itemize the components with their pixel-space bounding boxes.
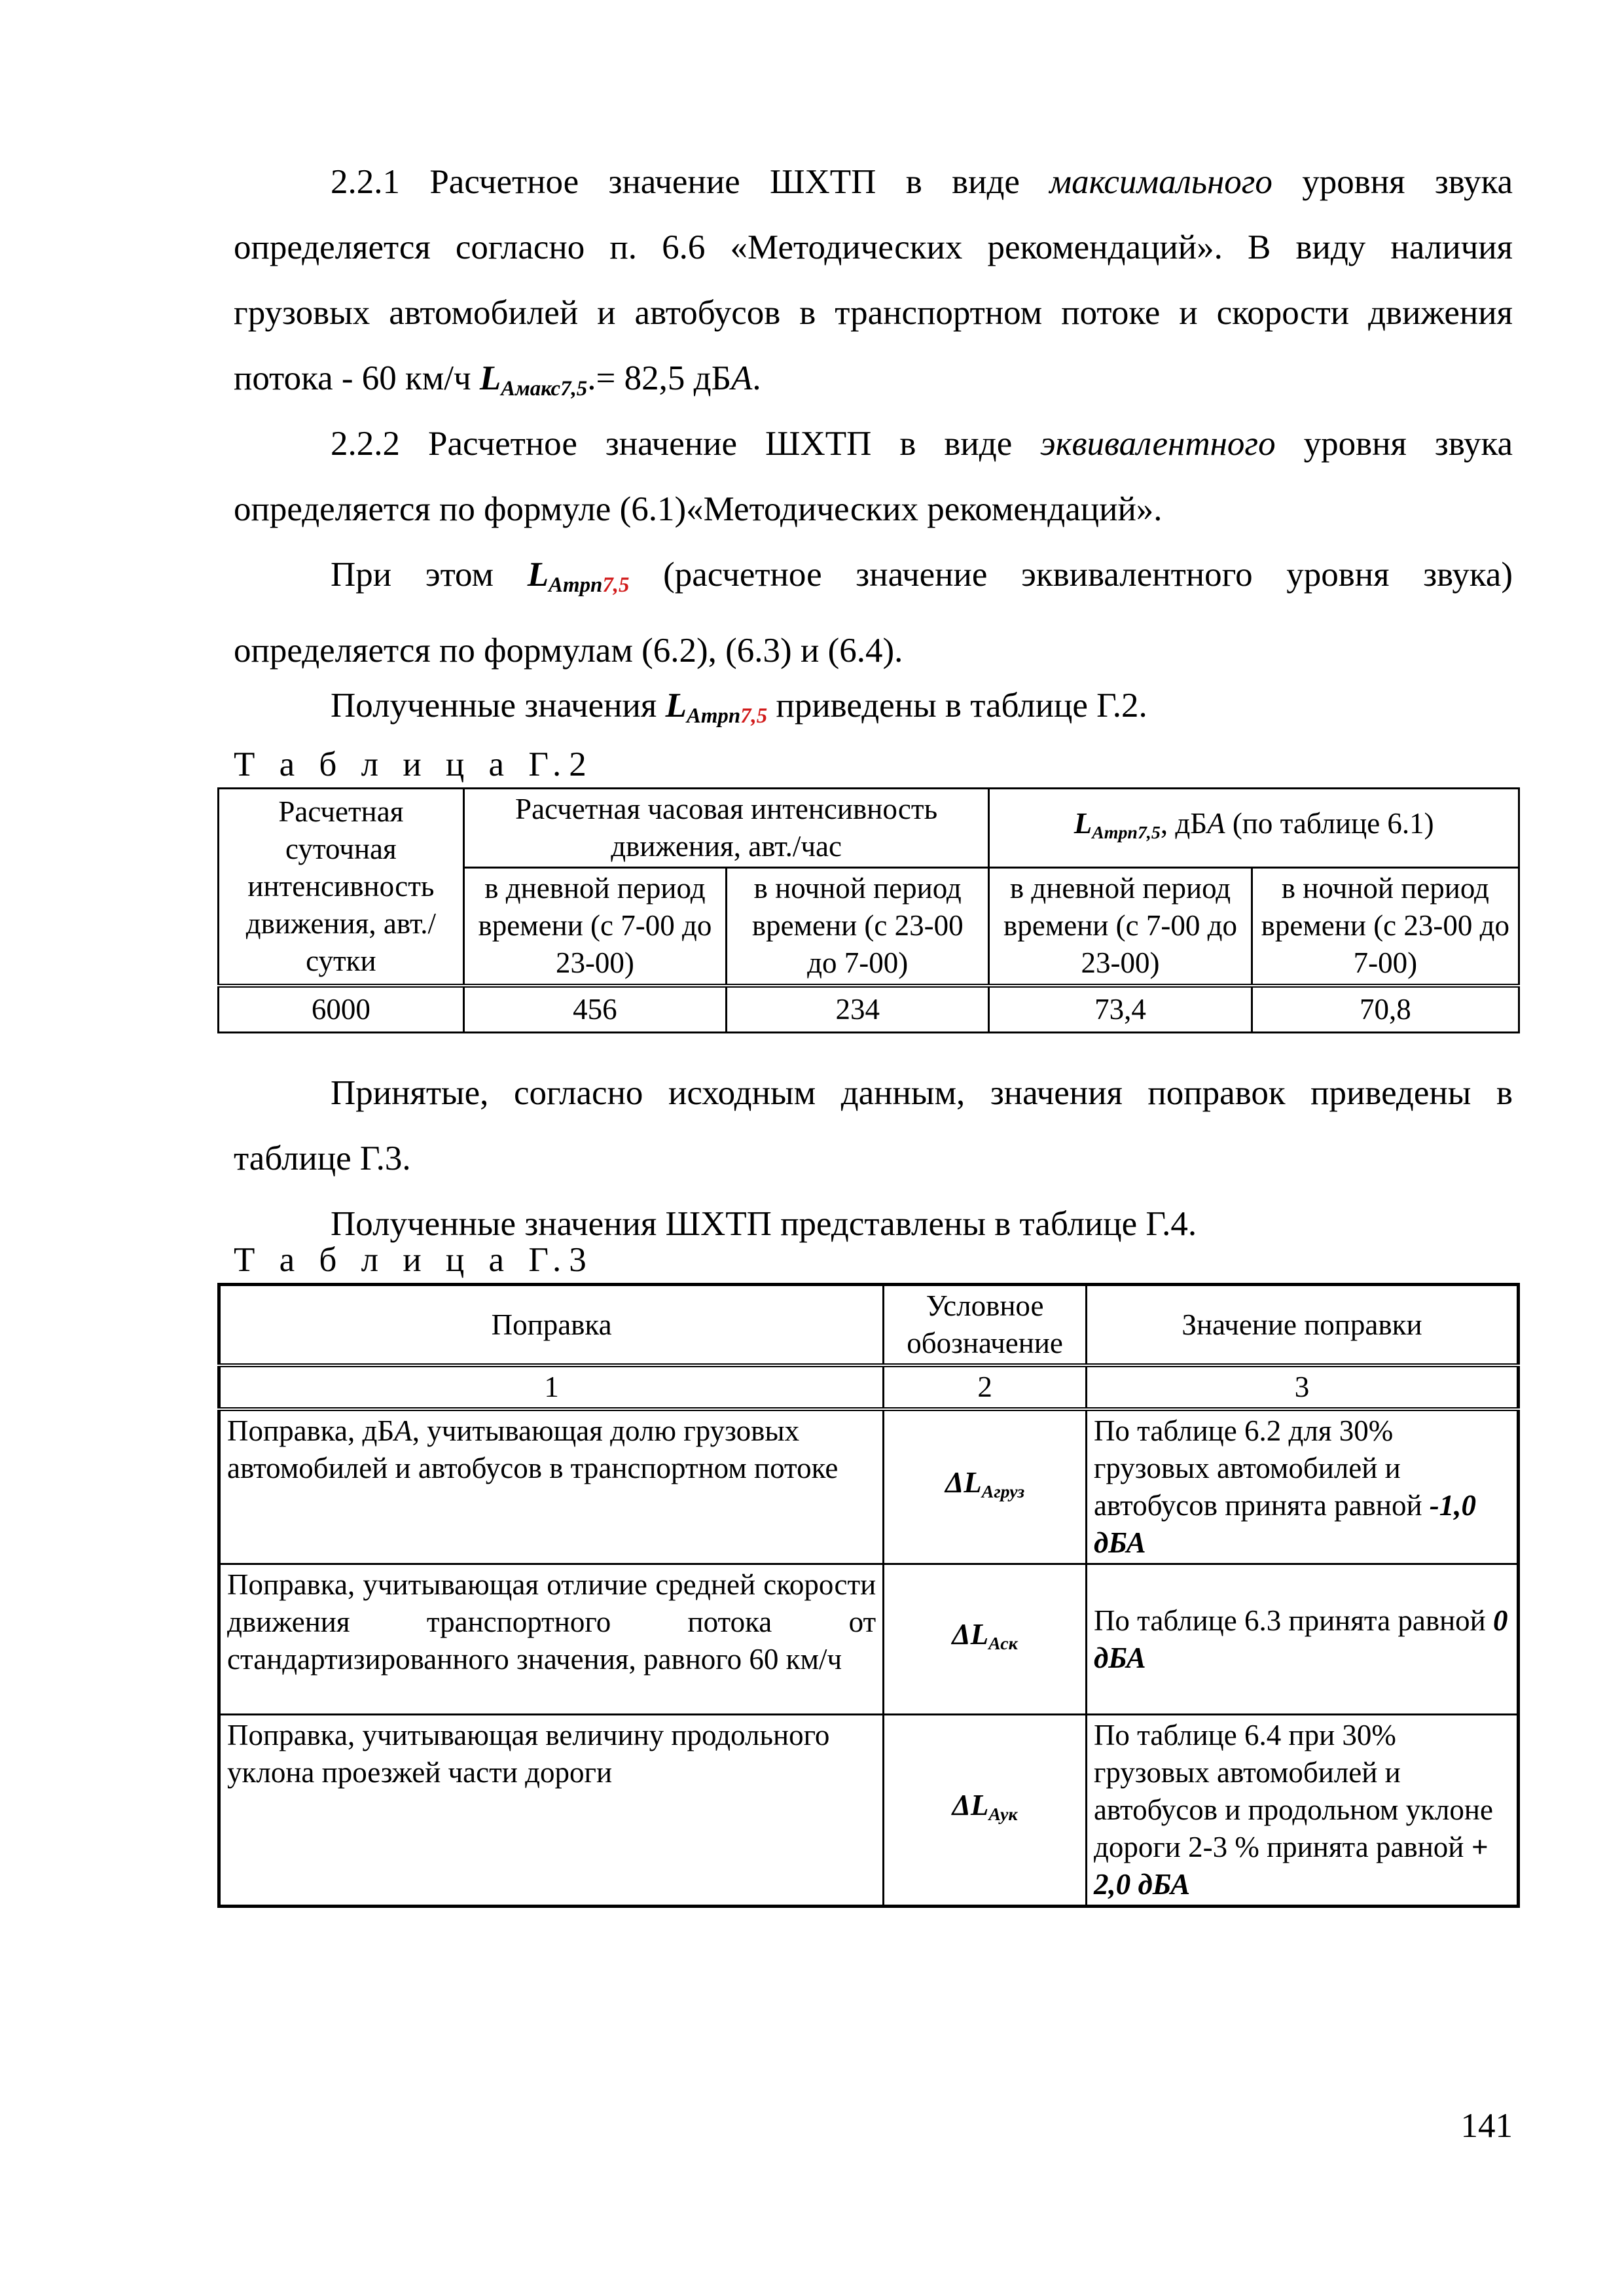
table-g2-header-hourly: Расчетная часовая интенсивность движения, авт./час [463,789,989,868]
table-row [219,1564,1519,1715]
table-cell: Поправка, дБА, учитывающая долю грузовых автомобилей и автобусов в транспортном потоке [219,1409,884,1564]
table-cell-symbol: $\Delta L_{Аск}$ [884,1564,1087,1715]
paragraph-corrections: Принятые, согласно исходным данным, значения поправок приведены в таблице Г.3. [234,1074,1513,1177]
table-cell: 2 [884,1365,1087,1409]
table-row [219,1409,1519,1564]
table-g3-number-row [219,1365,1519,1409]
table-g3-header-correction: Поправка [219,1285,884,1366]
table-cell: 3 [1086,1365,1518,1409]
table-row [219,1715,1519,1907]
table-cell: 73,4 [989,986,1252,1033]
table-g2-header-l-atrp: $L_{Атрп7,5}$, дБА (по таблице 6.1) [989,789,1519,868]
table-g3-caption: Т а б л и ц а Г.3 [234,1241,594,1279]
table-cell: 234 [727,986,989,1033]
table-g2-header-day: в дневной период времени (с 7-00 до 23-00) [463,868,726,986]
table-cell: 1 [219,1365,884,1409]
paragraph-2-2-2: 2.2.2 Расчетное значение ШХТП в виде эквивалентного уровня звука определяется по формуле (6.1)«Методических рекомендаций». [234,425,1513,528]
symbol-l-atrp-2: L [665,687,687,725]
table-g2 [217,787,1520,1033]
table-g3-header-symbol: Условное обозначение [884,1285,1087,1366]
table-g2-header-night-2: в ночной период времени (с 23-00 до 7-00) [1252,868,1519,986]
table-cell: Поправка, учитывающая отличие средней скорости движения транспортного потока от стандартизированного значения, равного 60 км/ч [219,1564,884,1715]
table-cell: 6000 [219,986,464,1033]
symbol-l-amaks: L [479,359,501,397]
table-g3-header-row [219,1285,1519,1366]
table-cell: По таблице 6.2 для 30% грузовых автомобилей и автобусов принята равной -1,0 дБА [1086,1409,1518,1564]
table-cell-symbol: $\Delta L_{Агруз}$ [884,1409,1087,1564]
table-cell-symbol: $\Delta L_{Аук}$ [884,1715,1087,1907]
table-cell: Поправка, учитывающая величину продольного уклона проезжей части дороги [219,1715,884,1907]
table-g2-header-night: в ночной период времени (с 23-00 до 7-00) [727,868,989,986]
table-g2-caption: Т а б л и ц а Г.2 [234,745,594,783]
table-cell: 70,8 [1252,986,1519,1033]
page-number: 141 [1460,2107,1513,2145]
paragraph-2-2-1: 2.2.1 Расчетное значение ШХТП в виде максимального уровня звука определяется согласно п. 6.6 «Методических рекомендаций». В виду наличия грузовых автомобилей и автобусов в транспортном потоке и скорости движения потока - 60 км/ч $L_{Амакс7,5}.= 82,5$ дБА. [234,163,1513,401]
table-g3-header-value: Значение поправки [1086,1285,1518,1366]
table-row [219,986,1519,1033]
table-g2-header-row-1 [219,789,1519,868]
paragraph-l-atrp: При этом $L_{Атрп7,5}$ (расчетное значение эквивалентного уровня звука) определяется по формулам (6.2), (6.3) и (6.4). [234,556,1513,670]
paragraph-values-table-g2: Полученные значения $L_{Атрп7,5}$ приведены в таблице Г.2. [331,687,1147,728]
paragraph-table-g4-reference: Полученные значения ШХТП представлены в таблице Г.4. [331,1205,1197,1243]
table-cell: По таблице 6.4 при 30% грузовых автомобилей и автобусов и продольном уклоне дороги 2-3 % принята равной + 2,0 дБА [1086,1715,1518,1907]
table-cell: По таблице 6.3 принята равной 0 дБА [1086,1564,1518,1715]
table-g3 [217,1283,1520,1908]
table-g2-header-daily: Расчетная суточная интенсивность движения, авт./сутки [219,789,464,986]
table-g2-header-day-2: в дневной период времени (с 7-00 до 23-00) [989,868,1252,986]
symbol-l-atrp: L [527,556,549,594]
table-cell: 456 [463,986,726,1033]
